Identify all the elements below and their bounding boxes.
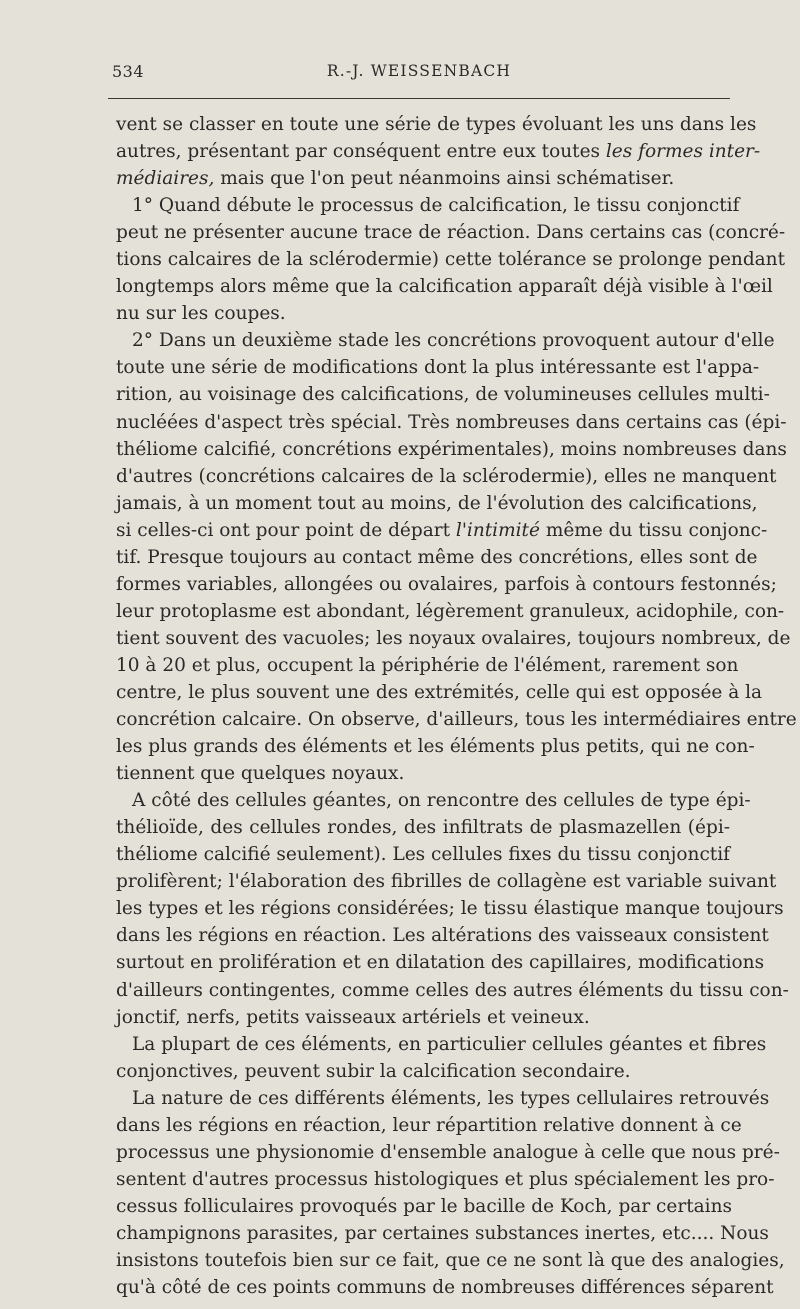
paragraph-start-line: La plupart de ces éléments, en particulier cellules géantes et fibres (132, 1033, 767, 1055)
text-line (116, 165, 730, 192)
paragraph-start-line: La nature de ces différents éléments, les types cellulaires retrouvés (132, 1087, 770, 1109)
text-line: dans les régions en réaction. Les altérations des vaisseaux consistent (116, 925, 769, 947)
text-line: nu sur les coupes. (116, 303, 286, 325)
body-text (116, 111, 797, 1301)
paragraph-start-line: A côté des cellules géantes, on rencontre des cellules de type épi- (132, 790, 751, 812)
text-line: concrétion calcaire. On observe, d'ailleurs, tous les intermédiaires entre (116, 709, 797, 731)
italic-phrase: médiaires, (116, 168, 215, 190)
text-line: tiennent que quelques noyaux. (116, 763, 405, 785)
text-line: tions calcaires de la sclérodermie) cette tolérance se prolonge pendant (116, 249, 786, 271)
text-segment: si celles-ci ont pour point de départ (116, 519, 456, 541)
running-title: R.-J. WEISSENBACH (326, 62, 512, 80)
text-segment: même du tissu conjonc- (539, 519, 768, 541)
text-line: qu'à côté de ces points communs de nombreuses différences séparent (116, 1277, 774, 1299)
text-line: les plus grands des éléments et les éléments plus petits, qui ne con- (116, 736, 755, 758)
page-number: 534 (112, 62, 145, 81)
text-line: jamais, à un moment tout au moins, de l'évolution des calcifications, (116, 492, 758, 514)
text-segment: mais que l'on peut néanmoins ainsi schématiser. (214, 168, 675, 190)
text-line (116, 138, 761, 165)
text-line: rition, au voisinage des calcifications, de volumineuses cellules multi- (116, 384, 770, 406)
paragraph-start-line: 1° Quand débute le processus de calcification, le tissu conjonctif (132, 195, 740, 217)
text-line: dans les régions en réaction, leur répartition relative donnent à ce (116, 1114, 742, 1136)
text-line: d'ailleurs contingentes, comme celles des autres éléments du tissu con- (116, 979, 789, 1001)
running-head (108, 62, 730, 90)
text-line: leur protoplasme est abondant, légèrement granuleux, acidophile, con- (116, 600, 785, 622)
text-line: sentent d'autres processus histologiques et plus spécialement les pro- (116, 1168, 775, 1190)
text-line: tient souvent des vacuoles; les noyaux ovalaires, toujours nombreux, de (116, 627, 791, 649)
header-rule (108, 98, 730, 99)
text-line: longtemps alors même que la calcification apparaît déjà visible à l'œil (116, 276, 773, 298)
text-line: conjonctives, peuvent subir la calcification secondaire. (116, 1060, 631, 1082)
text-line: insistons toutefois bien sur ce fait, que ce ne sont là que des analogies, (116, 1249, 785, 1271)
italic-phrase: les formes inter- (605, 141, 761, 163)
italic-phrase: l'intimité (455, 519, 540, 541)
text-line: théliome calcifié, concrétions expérimentales), moins nombreuses dans (116, 438, 787, 460)
text-line: tif. Presque toujours au contact même des concrétions, elles sont de (116, 546, 758, 568)
text-line: vent se classer en toute une série de types évoluant les uns dans les (116, 114, 757, 135)
text-segment: autres, présentant par conséquent entre eux toutes (116, 141, 606, 163)
text-line: champignons parasites, par certaines substances inertes, etc.... Nous (116, 1222, 769, 1244)
text-line: thélioïde, des cellules rondes, des infiltrats de plasmazellen (épi- (116, 817, 730, 839)
text-line: théliome calcifié seulement). Les cellules fixes du tissu conjonctif (116, 844, 730, 866)
text-line: peut ne présenter aucune trace de réaction. Dans certains cas (concré- (116, 222, 786, 244)
text-line: d'autres (concrétions calcaires de la sclérodermie), elles ne manquent (116, 465, 777, 487)
text-line: les types et les régions considérées; le tissu élastique manque toujours (116, 898, 784, 920)
text-line: processus une physionomie d'ensemble analogue à celle que nous pré- (116, 1141, 780, 1163)
text-line (116, 517, 768, 544)
text-line: 10 à 20 et plus, occupent la périphérie de l'élément, rarement son (116, 654, 739, 676)
text-line: prolifèrent; l'élaboration des fibrilles de collagène est variable suivant (116, 871, 777, 893)
text-line: cessus folliculaires provoqués par le bacille de Koch, par certains (116, 1195, 732, 1217)
text-line: jonctif, nerfs, petits vaisseaux artériels et veineux. (116, 1006, 590, 1028)
text-line: toute une série de modifications dont la plus intéressante est l'appa- (116, 357, 760, 379)
paragraph-start-line: 2° Dans un deuxième stade les concrétions provoquent autour d'elle (132, 330, 775, 352)
text-line: formes variables, allongées ou ovalaires, parfois à contours festonnés; (116, 573, 777, 595)
text-line: surtout en prolifération et en dilatation des capillaires, modifications (116, 952, 765, 974)
text-line: centre, le plus souvent une des extrémités, celle qui est opposée à la (116, 681, 763, 703)
text-line: nucléées d'aspect très spécial. Très nombreuses dans certains cas (épi- (116, 411, 787, 433)
